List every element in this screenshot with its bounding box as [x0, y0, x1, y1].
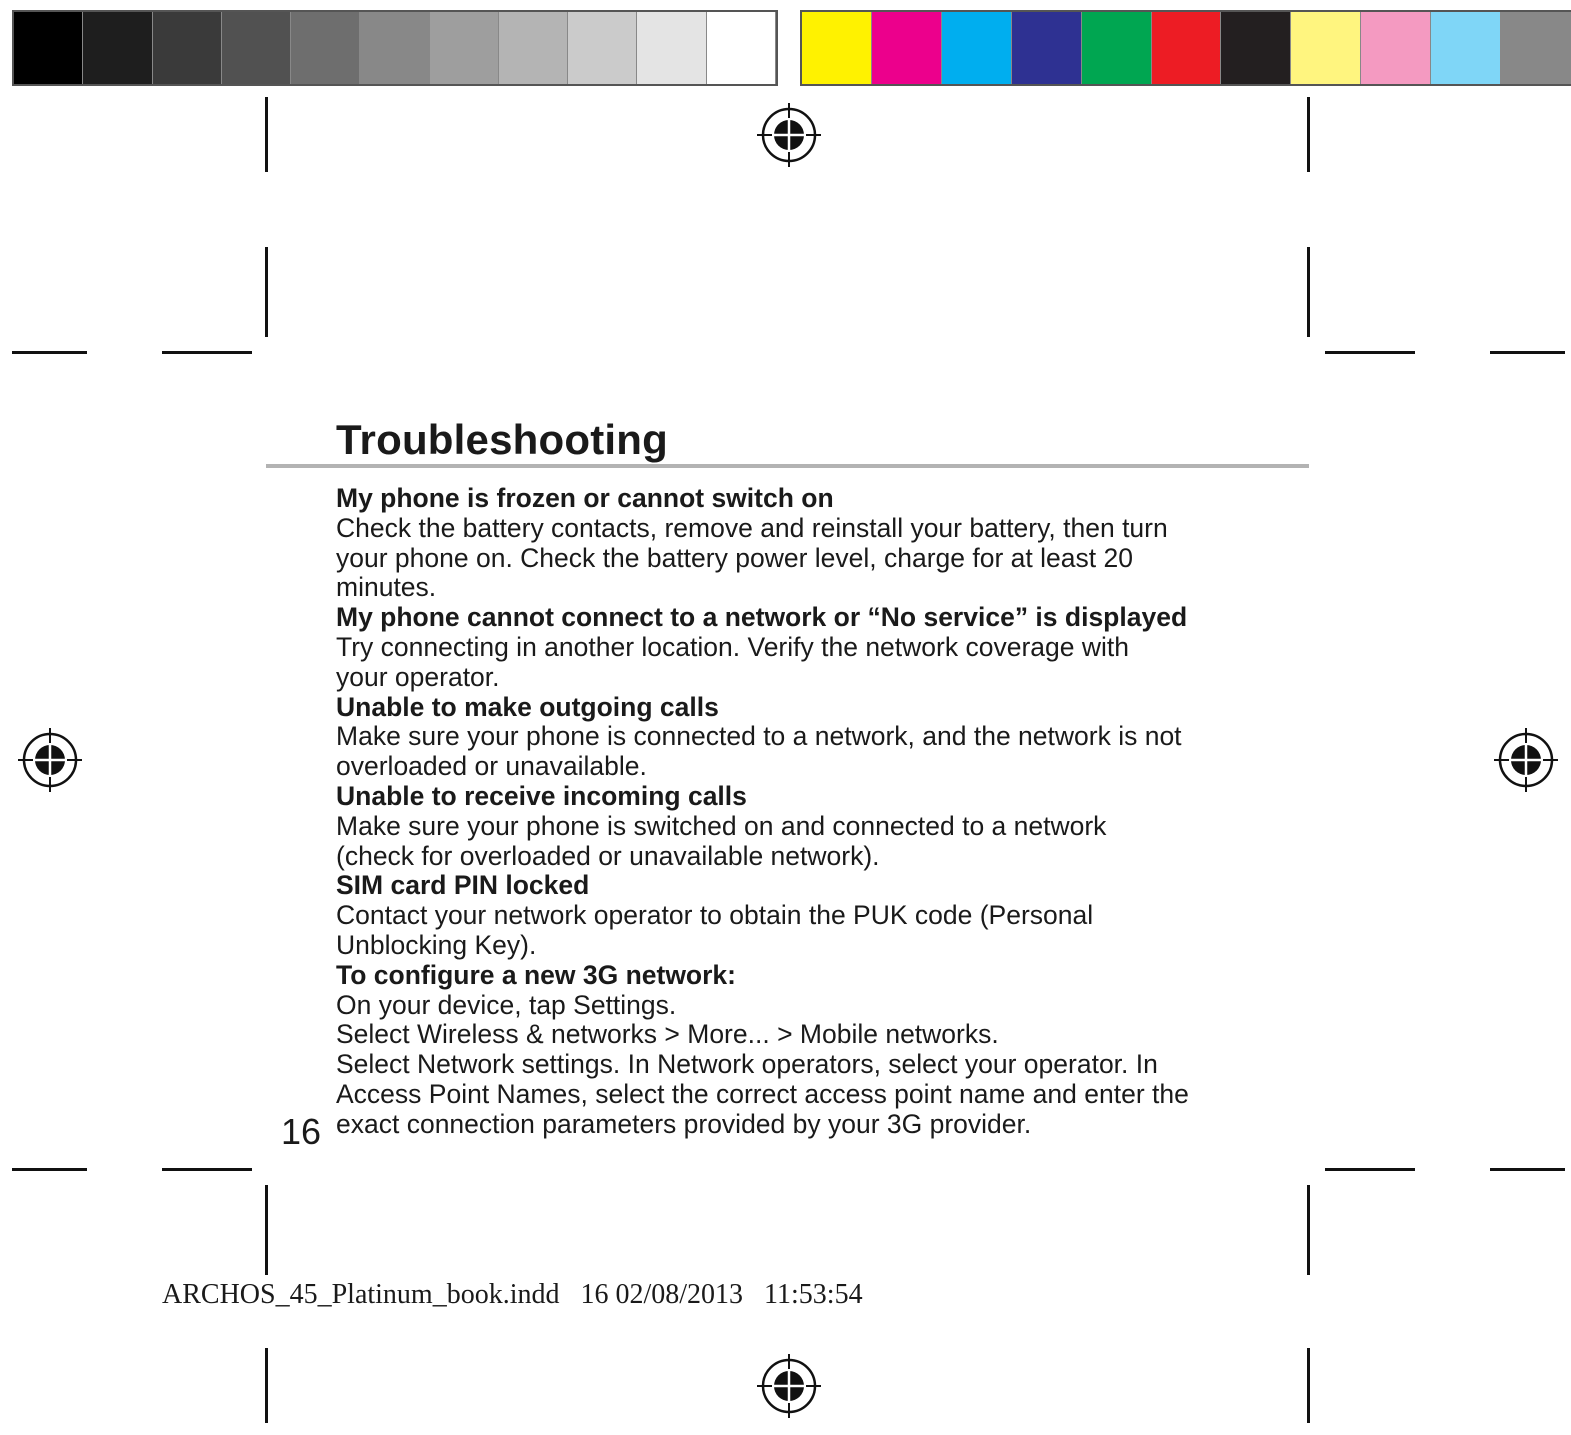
slug-date: 02/08/2013: [615, 1279, 744, 1310]
color-swatch: [153, 12, 222, 84]
crop-mark: [265, 1348, 268, 1423]
slug-page: 16: [580, 1279, 609, 1310]
crop-mark: [1307, 247, 1310, 337]
section-body-line: (check for overloaded or unavailable network).: [336, 840, 880, 871]
section-heading: My phone cannot connect to a network or “No service” is displayed: [336, 602, 1188, 633]
color-swatch: [1501, 12, 1571, 84]
section-heading: SIM card PIN locked: [336, 870, 590, 901]
color-swatch: [942, 12, 1012, 84]
section-body-line: your operator.: [336, 661, 500, 692]
page-number: 16: [281, 1111, 322, 1152]
section-body-line: On your device, tap Settings.: [336, 989, 677, 1020]
section-body-line: Select Network settings. In Network operators, select your operator. In: [336, 1049, 1158, 1080]
color-swatch: [360, 12, 429, 84]
section-heading: My phone is frozen or cannot switch on: [336, 483, 834, 513]
crop-mark: [1490, 351, 1565, 354]
color-swatch: [568, 12, 637, 84]
color-swatch: [499, 12, 568, 84]
color-swatch: [872, 12, 942, 84]
section-body-line: exact connection parameters provided by your 3G provider.: [336, 1108, 1032, 1139]
section-heading: Unable to make outgoing calls: [336, 691, 719, 722]
slug-filename: ARCHOS_45_Platinum_book.indd: [162, 1279, 560, 1310]
troubleshooting-content: [336, 484, 1276, 1140]
section-heading: Unable to receive incoming calls: [336, 780, 747, 811]
section-body-line: Make sure your phone is switched on and connected to a network: [336, 810, 1107, 841]
crop-mark: [1490, 1168, 1565, 1171]
crop-mark: [1307, 97, 1310, 172]
registration-mark-icon: [1494, 728, 1558, 792]
section-body-line: Access Point Names, select the correct access point name and enter the: [336, 1078, 1189, 1109]
color-swatch: [83, 12, 152, 84]
color-swatch: [1152, 12, 1222, 84]
crop-mark: [265, 97, 268, 172]
slug-time: 11:53:54: [764, 1279, 863, 1310]
process-color-bar: [800, 10, 1571, 86]
section-body-line: Try connecting in another location. Verify the network coverage with: [336, 631, 1129, 662]
crop-mark: [12, 351, 87, 354]
crop-mark: [265, 247, 268, 337]
color-swatch: [222, 12, 291, 84]
color-swatch: [1361, 12, 1431, 84]
crop-mark: [12, 1168, 87, 1171]
crop-mark: [1307, 1185, 1310, 1275]
section-body-line: Check the battery contacts, remove and reinstall your battery, then turn: [336, 512, 1168, 543]
section-body-line: minutes.: [336, 572, 437, 603]
crop-mark: [1307, 1348, 1310, 1423]
section-body-line: Contact your network operator to obtain the PUK code (Personal: [336, 900, 1094, 931]
print-slug: [162, 1278, 863, 1312]
color-swatch: [1221, 12, 1291, 84]
registration-mark-icon: [757, 1354, 821, 1418]
color-swatch: [1082, 12, 1152, 84]
section-body-line: your phone on. Check the battery power level, charge for at least 20: [336, 542, 1133, 573]
color-swatch: [430, 12, 499, 84]
registration-mark-icon: [18, 728, 82, 792]
color-swatch: [707, 12, 776, 84]
color-swatch: [1431, 12, 1501, 84]
crop-mark: [162, 1168, 252, 1171]
page-title: Troubleshooting: [336, 416, 668, 463]
color-swatch: [1012, 12, 1082, 84]
section-body-line: Make sure your phone is connected to a network, and the network is not: [336, 721, 1182, 752]
section-body-line: Select Wireless & networks > More... > Mobile networks.: [336, 1019, 999, 1050]
crop-mark: [1325, 351, 1415, 354]
section-body-line: overloaded or unavailable.: [336, 751, 647, 782]
section-body-line: Unblocking Key).: [336, 929, 537, 960]
registration-mark-icon: [757, 103, 821, 167]
color-swatch: [291, 12, 360, 84]
color-swatch: [14, 12, 83, 84]
section-heading: To configure a new 3G network:: [336, 959, 736, 990]
crop-mark: [1325, 1168, 1415, 1171]
crop-mark: [265, 1185, 268, 1275]
color-swatch: [802, 12, 872, 84]
color-swatch: [1291, 12, 1361, 84]
grayscale-color-bar: [12, 10, 778, 86]
crop-mark: [162, 351, 252, 354]
color-swatch: [637, 12, 706, 84]
title-divider: [266, 464, 1309, 468]
